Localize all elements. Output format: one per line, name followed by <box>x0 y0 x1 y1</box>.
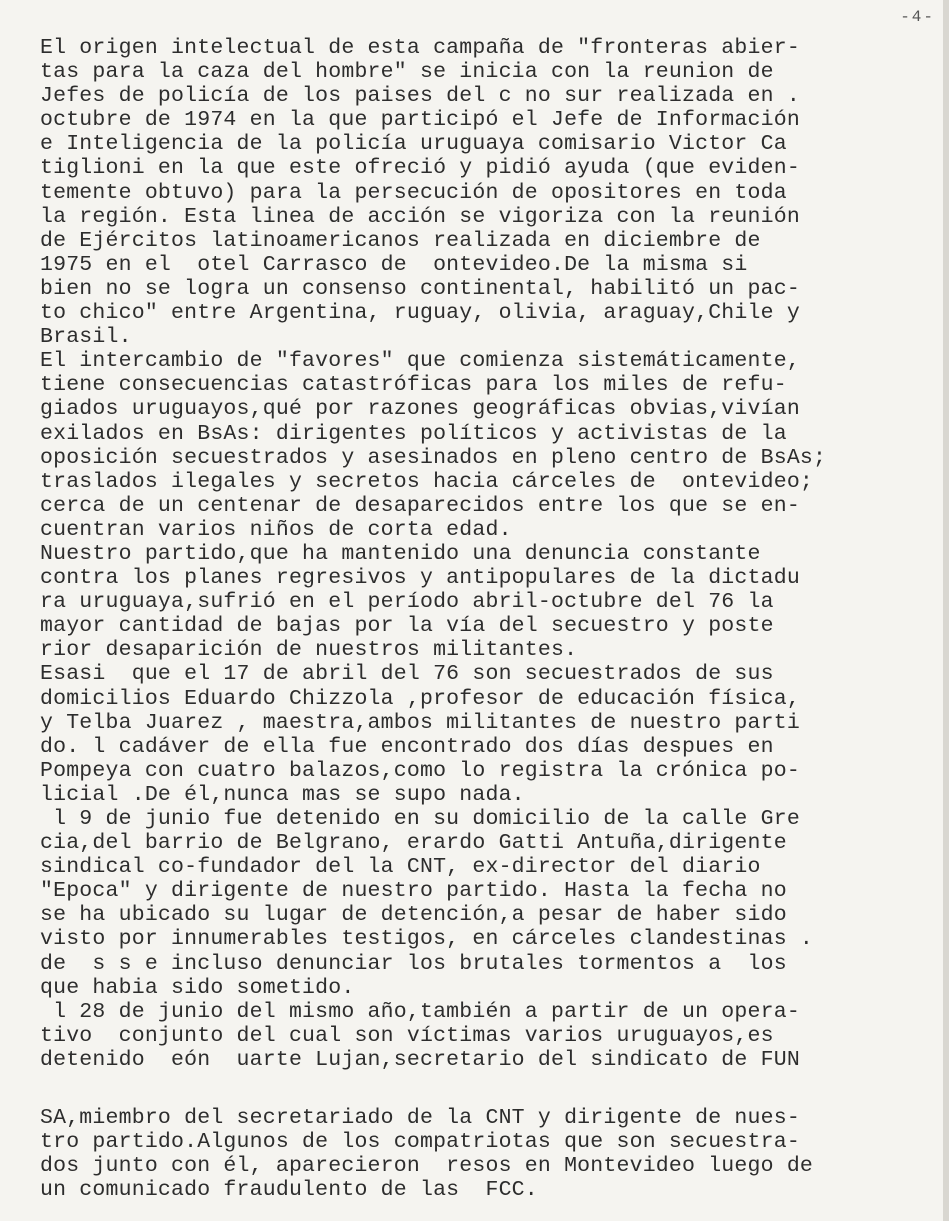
text-line: Jefes de policía de los paises del c no sur realizada en . <box>40 84 800 109</box>
text-line: tro partido.Algunos de los compatriotas que son secuestra- <box>40 1130 800 1155</box>
text-line: temente obtuvo) para la persecución de opositores en toda <box>40 180 787 205</box>
text-line: oposición secuestrados y asesinados en pleno centro de BsAs; <box>40 445 827 470</box>
text-line: cia,del barrio de Belgrano, erardo Gatti Antuña,dirigente <box>40 831 787 856</box>
text-line: licial .De él,nunca mas se supo nada. <box>40 782 525 807</box>
paragraph <box>40 36 920 349</box>
text-line: e Inteligencia de la policía uruguaya comisario Victor Ca <box>40 132 787 157</box>
paragraph <box>40 662 920 807</box>
text-line: octubre de 1974 en la que participó el Jefe de Información <box>40 108 800 133</box>
text-line: exilados en BsAs: dirigentes políticos y activistas de la <box>40 421 787 446</box>
paragraph <box>40 542 920 662</box>
text-line: que habia sido sometido. <box>40 975 355 1000</box>
text-line: tiglioni en la que este ofreció y pidió ayuda (que eviden- <box>40 156 800 181</box>
text-line: Pompeya con cuatro balazos,como lo registra la crónica po- <box>40 758 800 783</box>
text-line: detenido eón uarte Lujan,secretario del sindicato de FUN <box>40 1047 800 1072</box>
text-line: y Telba Juarez , maestra,ambos militantes de nuestro parti <box>40 710 800 735</box>
paragraph <box>40 1000 920 1072</box>
text-line: Brasil. <box>40 325 132 350</box>
text-line: bien no se logra un consenso continental, habilitó un pac- <box>40 276 800 301</box>
text-line: rior desaparición de nuestros militantes. <box>40 638 578 663</box>
text-line: do. l cadáver de ella fue encontrado dos días despues en <box>40 734 774 759</box>
paragraph <box>40 807 920 1000</box>
text-line: de Ejércitos latinoamericanos realizada en diciembre de <box>40 228 761 253</box>
text-line: El intercambio de "favores" que comienza sistemáticamente, <box>40 349 800 374</box>
text-line: El origen intelectual de esta campaña de "fronteras abier- <box>40 36 800 60</box>
text-line: dos junto con él, aparecieron resos en Montevideo luego de <box>40 1154 814 1179</box>
text-line: ra uruguaya,sufrió en el período abril-octubre del 76 la <box>40 590 774 615</box>
text-line: SA,miembro del secretariado de la CNT y dirigente de nues- <box>40 1106 800 1131</box>
paragraph <box>40 349 920 542</box>
text-line: l 28 de junio del mismo año,también a partir de un opera- <box>40 999 800 1024</box>
text-line: 1975 en el otel Carrasco de ontevideo.De la misma si <box>40 252 748 277</box>
text-line: tiene consecuencias catastróficas para los miles de refu- <box>40 373 787 398</box>
text-line: cuentran varios niños de corta edad. <box>40 517 512 542</box>
text-line: tas para la caza del hombre" se inicia con la reunion de <box>40 60 774 85</box>
text-line: la región. Esta linea de acción se vigoriza con la reunión <box>40 204 800 229</box>
text-line: visto por innumerables testigos, en cárceles clandestinas . <box>40 927 814 952</box>
page-number: -4- <box>900 8 935 26</box>
text-line: "Epoca" y dirigente de nuestro partido. Hasta la fecha no <box>40 879 787 904</box>
text-line: de s s e incluso denunciar los brutales tormentos a los <box>40 951 787 976</box>
paragraph <box>40 1106 920 1202</box>
text-line: Esasi que el 17 de abril del 76 son secuestrados de sus <box>40 662 774 687</box>
text-line: to chico" entre Argentina, ruguay, olivia, araguay,Chile y <box>40 301 800 326</box>
text-line: contra los planes regresivos y antipopulares de la dictadu <box>40 566 800 591</box>
text-line: giados uruguayos,qué por razones geográficas obvias,vivían <box>40 397 800 422</box>
text-line: cerca de un centenar de desaparecidos entre los que se en- <box>40 493 800 518</box>
text-line: se ha ubicado su lugar de detención,a pesar de haber sido <box>40 903 787 928</box>
text-line: mayor cantidad de bajas por la vía del secuestro y poste <box>40 614 774 639</box>
line-gap <box>40 1072 920 1106</box>
text-line: sindical co-fundador del la CNT, ex-director del diario <box>40 855 761 880</box>
text-line: tivo conjunto del cual son víctimas varios uruguayos,es <box>40 1023 774 1048</box>
text-line: domicilios Eduardo Chizzola ,profesor de educación física, <box>40 686 800 711</box>
text-line: traslados ilegales y secretos hacia cárceles de ontevideo; <box>40 469 814 494</box>
text-line: Nuestro partido,que ha mantenido una denuncia constante <box>40 541 761 566</box>
typewritten-text <box>40 36 920 1202</box>
text-line: un comunicado fraudulento de las FCC. <box>40 1178 538 1203</box>
page-edge <box>943 0 949 1221</box>
text-line: l 9 de junio fue detenido en su domicilio de la calle Gre <box>40 807 800 831</box>
